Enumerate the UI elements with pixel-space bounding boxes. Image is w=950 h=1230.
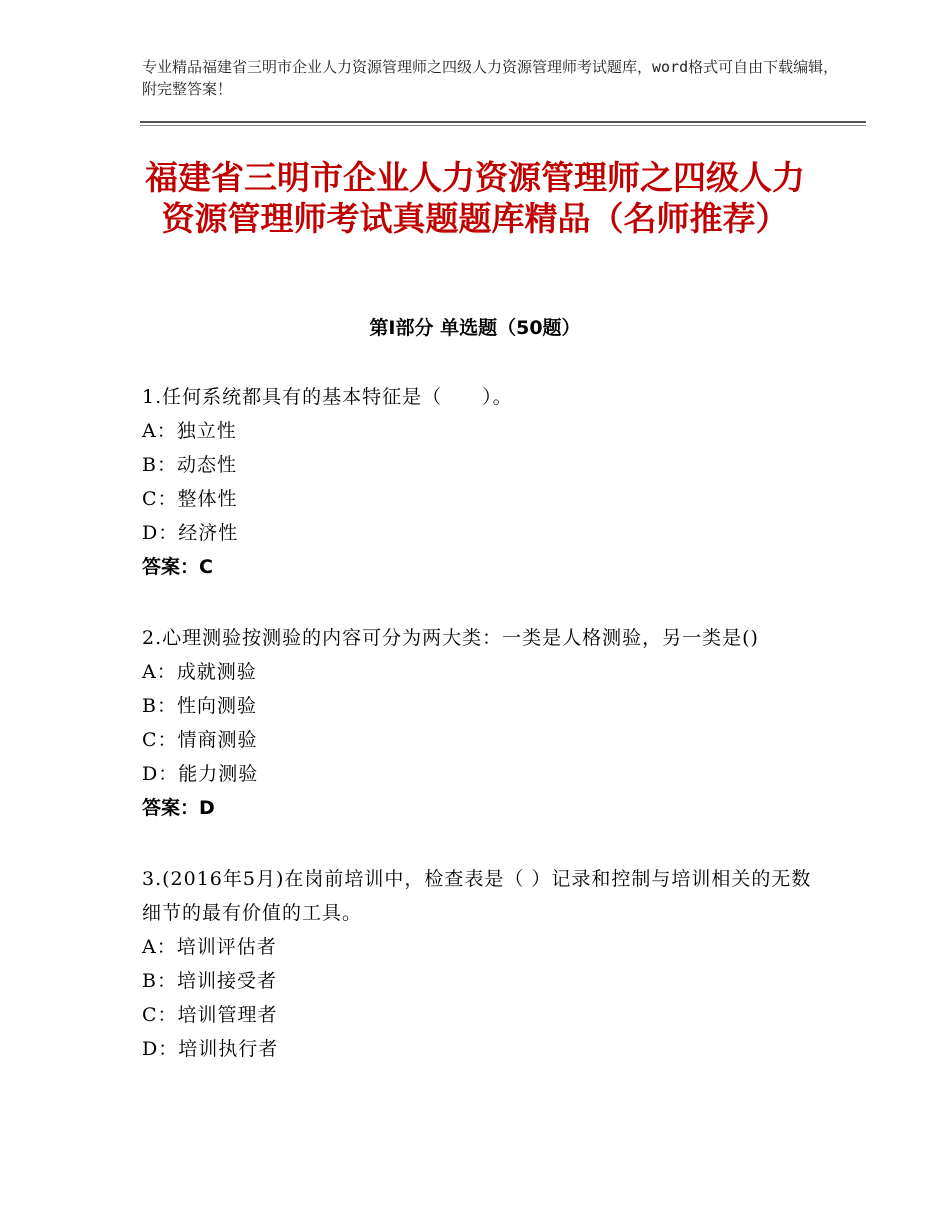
question-stem: 2.心理测验按测验的内容可分为两大类：一类是人格测验，另一类是() — [142, 627, 759, 649]
header-rule-thick — [140, 121, 866, 123]
header-note: 专业精品福建省三明市企业人力资源管理师之四级人力资源管理师考试题库，word格式可自由下载编辑，附完整答案！ — [142, 58, 839, 98]
option-d: D：能力测验 — [142, 763, 259, 785]
answer-line: 答案：C — [142, 556, 213, 578]
option-c: C：整体性 — [142, 488, 238, 510]
option-c: C：培训管理者 — [142, 1004, 278, 1026]
option-b: B：动态性 — [142, 454, 237, 476]
option-d: D：培训执行者 — [142, 1038, 279, 1060]
question-stem: 1.任何系统都具有的基本特征是（ ）。 — [142, 386, 513, 408]
question-2 — [142, 621, 814, 825]
question-list — [142, 380, 814, 1103]
document-title: 福建省三明市企业人力资源管理师之四级人力资源管理师考试真题题库精品（名师推荐） — [145, 158, 805, 238]
answer-line: 答案：D — [142, 797, 215, 819]
option-b: B：性向测验 — [142, 695, 257, 717]
question-1 — [142, 380, 814, 584]
option-b: B：培训接受者 — [142, 970, 277, 992]
option-a: A：成就测验 — [142, 661, 257, 683]
question-3 — [142, 862, 814, 1066]
question-stem: 3.(2016年5月)在岗前培训中，检查表是（ ）记录和控制与培训相关的无数细节的最有价值的工具。 — [142, 868, 812, 924]
header-rule-thin — [140, 125, 866, 126]
option-d: D：经济性 — [142, 522, 239, 544]
option-c: C：情商测验 — [142, 729, 258, 751]
option-a: A：培训评估者 — [142, 936, 277, 958]
section-heading: 第Ⅰ部分 单选题（50题） — [369, 317, 581, 339]
option-a: A：独立性 — [142, 420, 237, 442]
